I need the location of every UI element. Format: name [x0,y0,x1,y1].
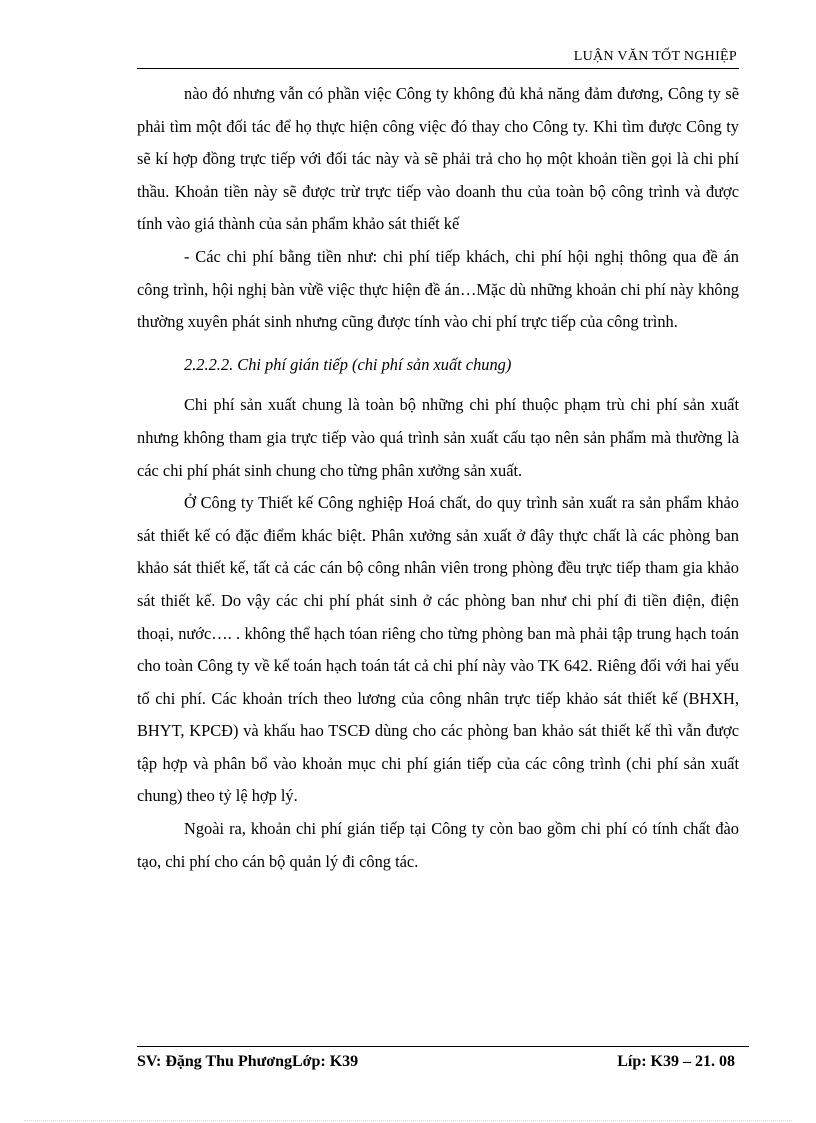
header-title: LUẬN VĂN TỐT NGHIỆP [573,49,737,64]
page-header [137,46,739,69]
page-bottom-divider [24,1120,792,1121]
section-heading: 2.2.2.2. Chi phí gián tiếp (chi phí sản xuất chung) [184,354,512,374]
paragraph-cash-expenses: - Các chi phí bằng tiền như: chi phí tiếp khách, chi phí hội nghị thông qua đề án công trình, hội nghị bàn vừề việc thực hiện đề án…Mặc dù những khoản chi phí này không thường xuyên phát sinh nhưng cũng được tính vào chi phí trực tiếp của công trình. [137,246,739,332]
paragraph-overhead-definition: Chi phí sản xuất chung là toàn bộ những chi phí thuộc phạm trù chi phí sản xuất nhưng không tham gia trực tiếp vào quá trình sản xuất cấu tạo nên sản phẩm mà thường là các chi phí phát sinh chung cho từng phân xưởng sản xuất. [137,395,739,480]
paragraph-company-overhead: Ở Công ty Thiết kế Công nghiệp Hoá chất, do quy trình sản xuất ra sản phẩm khảo sát thiết kế có đặc điểm khác biệt. Phân xưởng sản xuất ở đây thực chất là các phòng ban khảo sát thiết kế, tất cả các cán bộ công nhân viên trong phòng đều trực tiếp tham gia khảo sát thiết kế. Do vậy các chi phí phát sinh ở các phòng ban như chi phí đi tiền điện, điện thoại, nước…. . không thể hạch tóan riêng cho từng phòng ban mà phải tập trung hạch toán cho toàn Công ty về kế toán hạch toán tát cả chi phí này vào TK 642. Riêng đối với hai yếu tố chi phí. Các khoản trích theo lương của công nhân trực tiếp khảo sát thiết kế (BHXH, BHYT, KPCĐ) và khấu hao TSCĐ dùng cho các phòng ban khảo sát thiết kế thì vẫn được tập hợp và phân bổ vào khoản mục chi phí gián tiếp của các công trình (chi phí sản xuất chung) theo tỷ lệ hợp lý. [137,493,739,806]
paragraph-other-indirect-costs: Ngoài ra, khoản chi phí gián tiếp tại Công ty còn bao gồm chi phí có tính chất đào tạo, chi phí cho cán bộ quản lý đi công tác. [137,819,739,871]
paragraph-continuation: nào đó nhưng vẫn có phần việc Công ty không đủ khả năng đảm đương, Công ty sẽ phải tìm một đối tác để họ thực hiện công việc đó thay cho Công ty. Khi tìm được Công ty sẽ kí hợp đồng trực tiếp với đối tác này và sẽ phải trả cho họ một khoản tiền gọi là chi phí thầu. Khoản tiền này sẽ được trừ trực tiếp vào doanh thu của toàn bộ công trình và được tính vào giá thành của sản phẩm khảo sát thiết kế [137,84,739,234]
page-footer [137,1046,749,1075]
footer-student-info: SV: Đặng Thu PhươngLớp: K39 [137,1053,359,1070]
document-body [137,78,739,878]
footer-class-info: Líp: K39 – 21. 08 [617,1053,735,1070]
